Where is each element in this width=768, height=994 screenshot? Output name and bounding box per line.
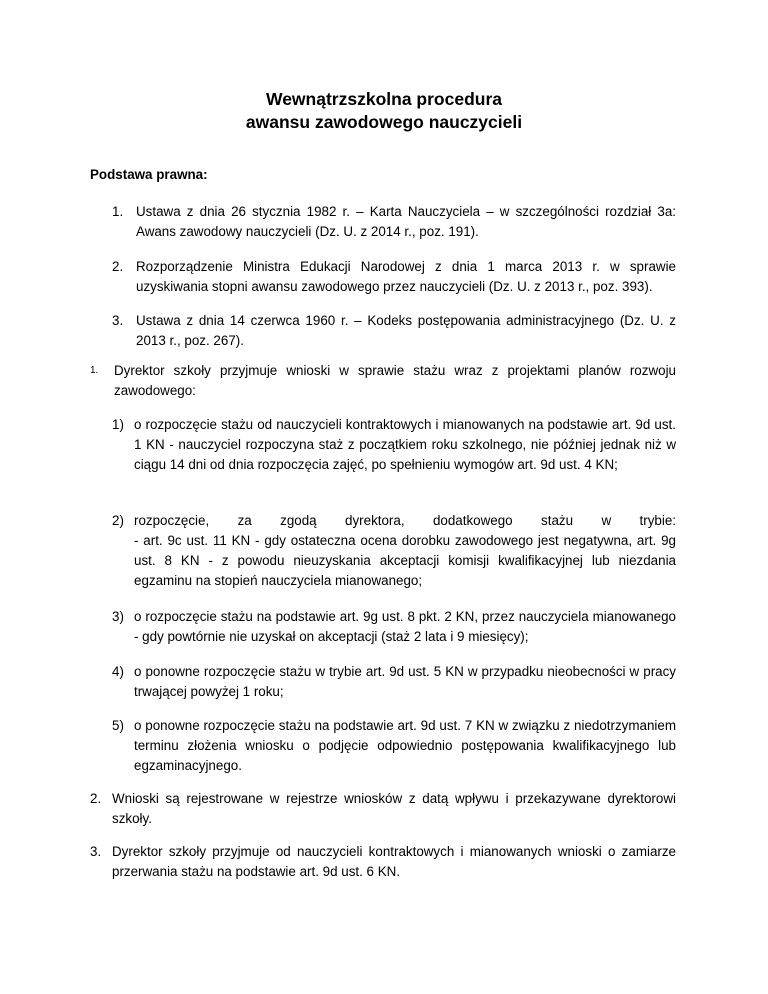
procedure-point [90, 842, 676, 882]
subitem-text: o ponowne rozpoczęcie stażu w trybie art. 9d ust. 5 KN w przypadku nieobecności w pracy trwającej powyżej 1 roku; [134, 664, 676, 699]
legal-basis-text: Rozporządzenie Ministra Edukacji Narodowej z dnia 1 marca 2013 r. w sprawie uzyskiwania stopni awansu zawodowego przez nauczycieli (Dz. U. z 2013 r., poz. 393). [136, 259, 676, 294]
legal-basis-item [112, 257, 676, 297]
procedure-subitem [112, 511, 676, 591]
document-title-line-1: Wewnątrzszkolna procedura [266, 89, 502, 109]
legal-basis-heading: Podstawa prawna: [90, 167, 208, 182]
subitem-number: 5) [112, 718, 124, 733]
legal-basis-text: Ustawa z dnia 26 stycznia 1982 r. – Karta Nauczyciela – w szczególności rozdział 3a: Awans zawodowy nauczycieli (Dz. U. z 2014 r., poz. 191). [136, 204, 676, 239]
subitem-text: o rozpoczęcie stażu od nauczycieli kontraktowych i mianowanych na podstawie art. 9d ust. 1 KN - nauczyciel rozpoczyna staż z początkiem roku szkolnego, nie później jednak niż w ciągu 14 dni od dnia rozpoczęcia zajęć, po spełnieniu wymogów art. 9d ust. 4 KN; [134, 417, 676, 472]
subitem-text-line-1: rozpoczęcie, za zgodą dyrektora, dodatkowego stażu w trybie: [134, 513, 676, 528]
subitem-text-line-2: - art. 9c ust. 11 KN - gdy ostateczna ocena dorobku zawodowego jest negatywna, art. 9g ust. 8 KN - z powodu nieuzyskania akceptacji komisji kwalifikacyjnej lub niezdania egzaminu na stopień nauczyciela mianowanego; [134, 533, 676, 588]
procedure-point-text: Wnioski są rejestrowane w rejestrze wniosków z datą wpływu i przekazywane dyrektorowi szkoły. [112, 791, 676, 826]
procedure-subitem [112, 662, 676, 702]
procedure-subitem [112, 716, 676, 776]
procedure-subitem [112, 415, 676, 475]
subitem-number: 3) [112, 609, 124, 624]
document-title-line-2: awansu zawodowego nauczycieli [245, 112, 523, 132]
procedure-point-number: 2. [90, 791, 102, 806]
legal-basis-number: 3. [112, 313, 124, 328]
legal-basis-number: 2. [112, 259, 124, 274]
procedure-point-text: Dyrektor szkoły przyjmuje wnioski w sprawie stażu wraz z projektami planów rozwoju zawodowego: [114, 363, 676, 398]
legal-basis-item [112, 311, 676, 351]
subitem-number: 2) [112, 513, 124, 528]
subitem-number: 4) [112, 664, 124, 679]
procedure-point-number: 1. [90, 365, 99, 376]
subitem-text-block [134, 511, 676, 591]
subitem-text: o rozpoczęcie stażu na podstawie art. 9g ust. 8 pkt. 2 KN, przez nauczyciela mianowanego - gdy powtórnie nie uzyskał on akceptacji (staż 2 lata i 9 miesięcy); [134, 609, 676, 644]
procedure-point [90, 361, 676, 401]
legal-basis-text: Ustawa z dnia 14 czerwca 1960 r. – Kodeks postępowania administracyjnego (Dz. U. z 2013 r., poz. 267). [136, 313, 676, 348]
procedure-point-text: Dyrektor szkoły przyjmuje od nauczycieli kontraktowych i mianowanych wnioski o zamiarze przerwania stażu na podstawie art. 9d ust. 6 KN. [112, 844, 676, 879]
procedure-subitem [112, 607, 676, 647]
legal-basis-number: 1. [112, 204, 124, 219]
subitem-number: 1) [112, 417, 124, 432]
procedure-point [90, 789, 676, 829]
legal-basis-item [112, 202, 676, 242]
procedure-point-number: 3. [90, 844, 102, 859]
subitem-text: o ponowne rozpoczęcie stażu na podstawie art. 9d ust. 7 KN w związku z niedotrzymaniem terminu złożenia wniosku o podjęcie odpowiednio postępowania kwalifikacyjnego lub egzaminacyjnego. [134, 718, 676, 773]
